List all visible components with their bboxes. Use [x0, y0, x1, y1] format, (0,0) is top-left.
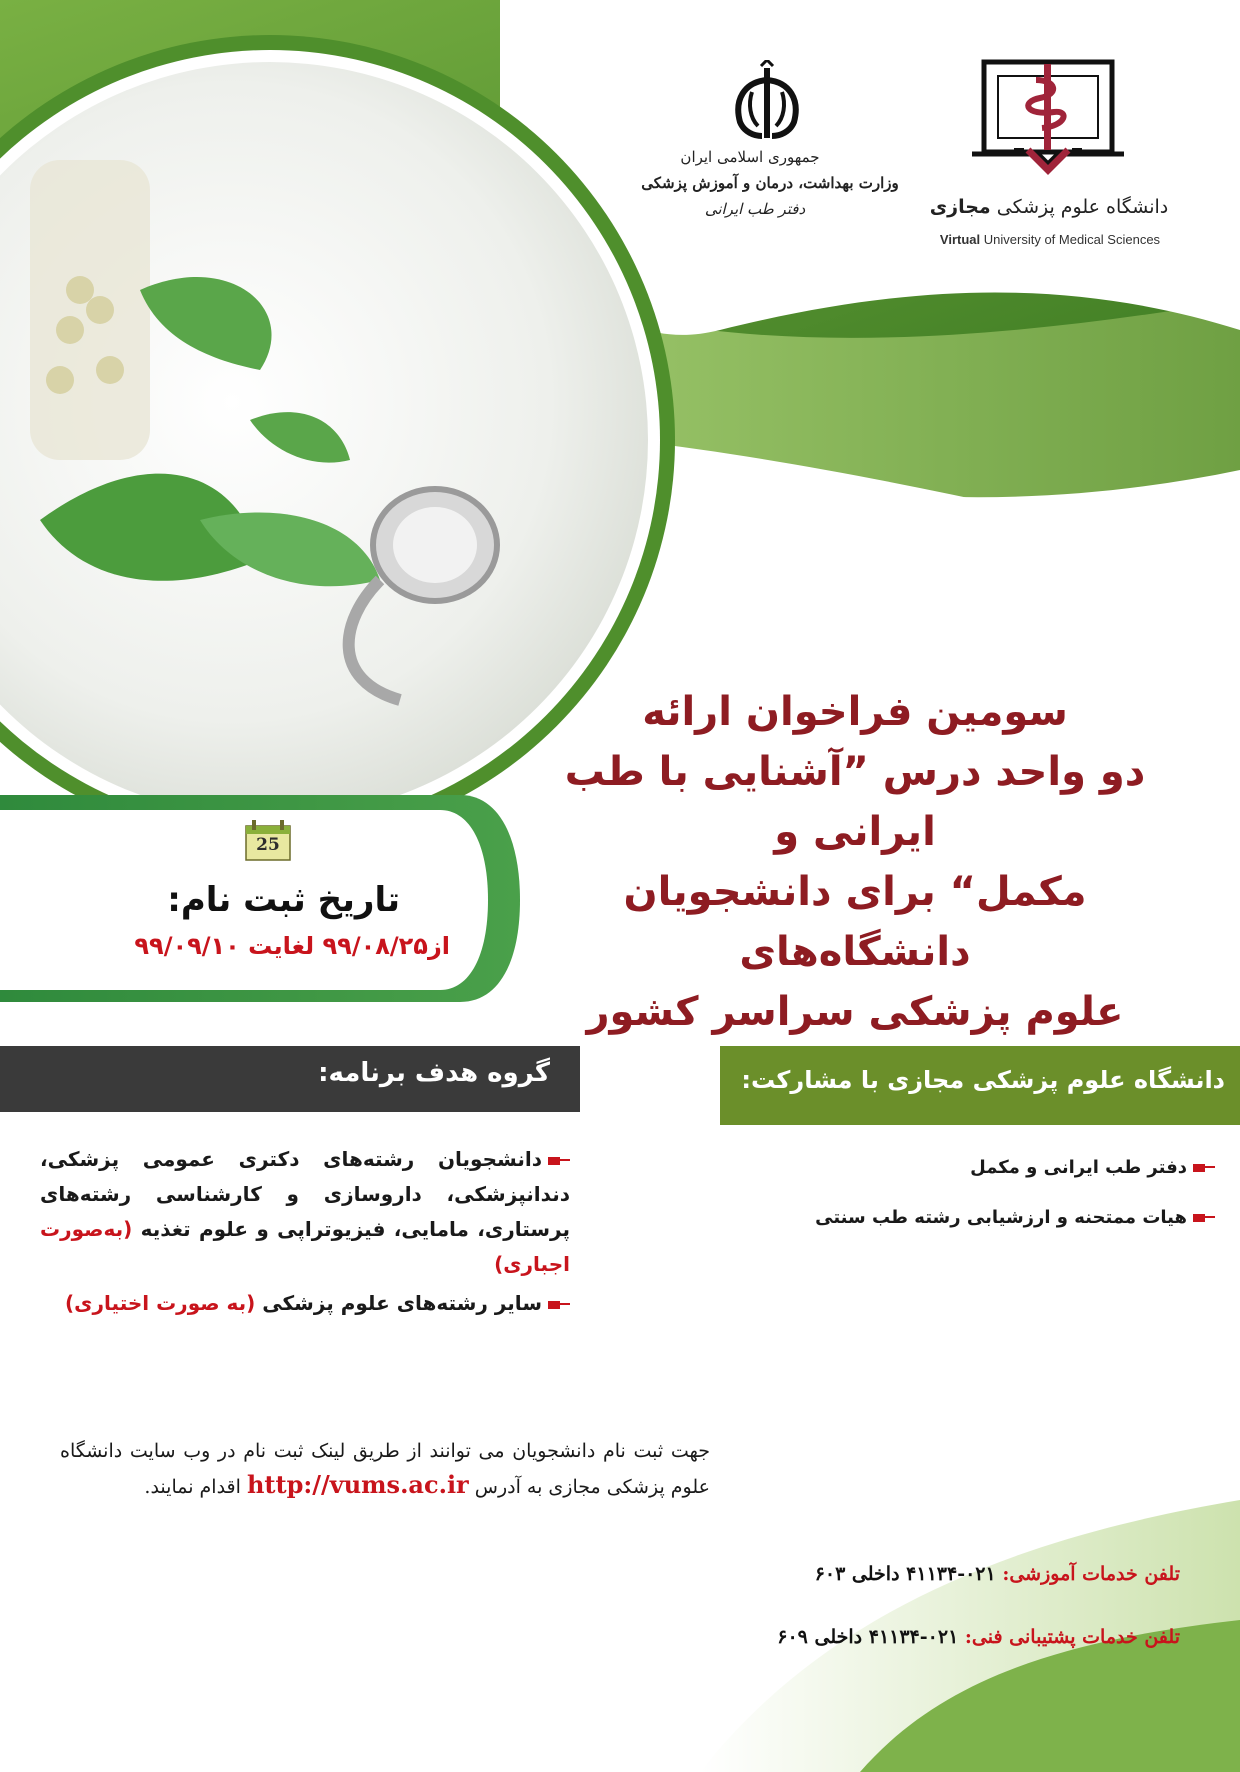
- iran-gov-line3: دفتر طب ایرانی: [704, 200, 806, 218]
- support-phone: تلفن خدمات پشتیبانی فنی: ۰۲۱-۴۱۱۳۴ داخلی ۶۰۹: [777, 1626, 1180, 1648]
- iran-gov-line1: جمهوری اسلامی ایران: [680, 148, 820, 166]
- target-group-item-1: دانشجویان رشته‌های دکتری عمومی پزشکی، دندانپزشکی، داروسازی و کارشناسی رشته‌های پرستاری، مامایی، فیزیوتراپی و علوم تغذیه (به‌صورت اجباری): [40, 1147, 570, 1276]
- registration-dates: از۹۹/۰۸/۲۵ لغایت ۹۹/۰۹/۱۰: [134, 932, 450, 960]
- partners-heading: دانشگاه علوم پزشکی مجازی با مشارکت:: [741, 1066, 1225, 1094]
- title-line-4: علوم پزشکی سراسر کشور: [586, 989, 1124, 1035]
- pointing-hand-icon: [548, 1156, 570, 1166]
- pointing-hand-icon: [1193, 1213, 1215, 1223]
- calendar-day: 25: [256, 835, 280, 855]
- target-group-item-2: سایر رشته‌های علوم پزشکی (به صورت اختیاری): [30, 1286, 570, 1321]
- partner-item-2: هیات ممتحنه و ارزشیابی رشته طب سنتی: [760, 1200, 1215, 1235]
- pointing-hand-icon: [1193, 1163, 1215, 1173]
- title-line-2: دو واحد درس ”آشنایی با طب ایرانی و: [564, 749, 1146, 855]
- education-phone: تلفن خدمات آموزشی: ۰۲۱-۴۱۱۳۴ داخلی ۶۰۳: [814, 1563, 1180, 1585]
- partner-item-1: دفتر طب ایرانی و مکمل: [760, 1150, 1215, 1185]
- website-link[interactable]: http://vums.ac.ir: [246, 1470, 469, 1499]
- registration-label: تاریخ ثبت نام:: [167, 880, 400, 920]
- vums-name-fa: دانشگاه علوم پزشکی مجازی: [929, 196, 1169, 218]
- title-line-1: سومین فراخوان ارائه: [642, 689, 1068, 735]
- poster-title: [520, 682, 1190, 1042]
- vums-name-en: Virtual University of Medical Sciences: [939, 232, 1161, 247]
- registration-note: جهت ثبت نام دانشجویان می توانند از طریق لینک ثبت نام در وب سایت دانشگاه علوم پزشکی مجازی به آدرس http://vums.ac.ir اقدام نمایند.: [60, 1440, 710, 1499]
- pointing-hand-icon: [548, 1300, 570, 1310]
- title-line-3: مکمل“ برای دانشجویان دانشگاه‌های: [623, 869, 1087, 975]
- iran-gov-line2: وزارت بهداشت، درمان و آموزش پزشکی: [641, 174, 899, 192]
- target-group-heading: گروه هدف برنامه:: [318, 1058, 550, 1088]
